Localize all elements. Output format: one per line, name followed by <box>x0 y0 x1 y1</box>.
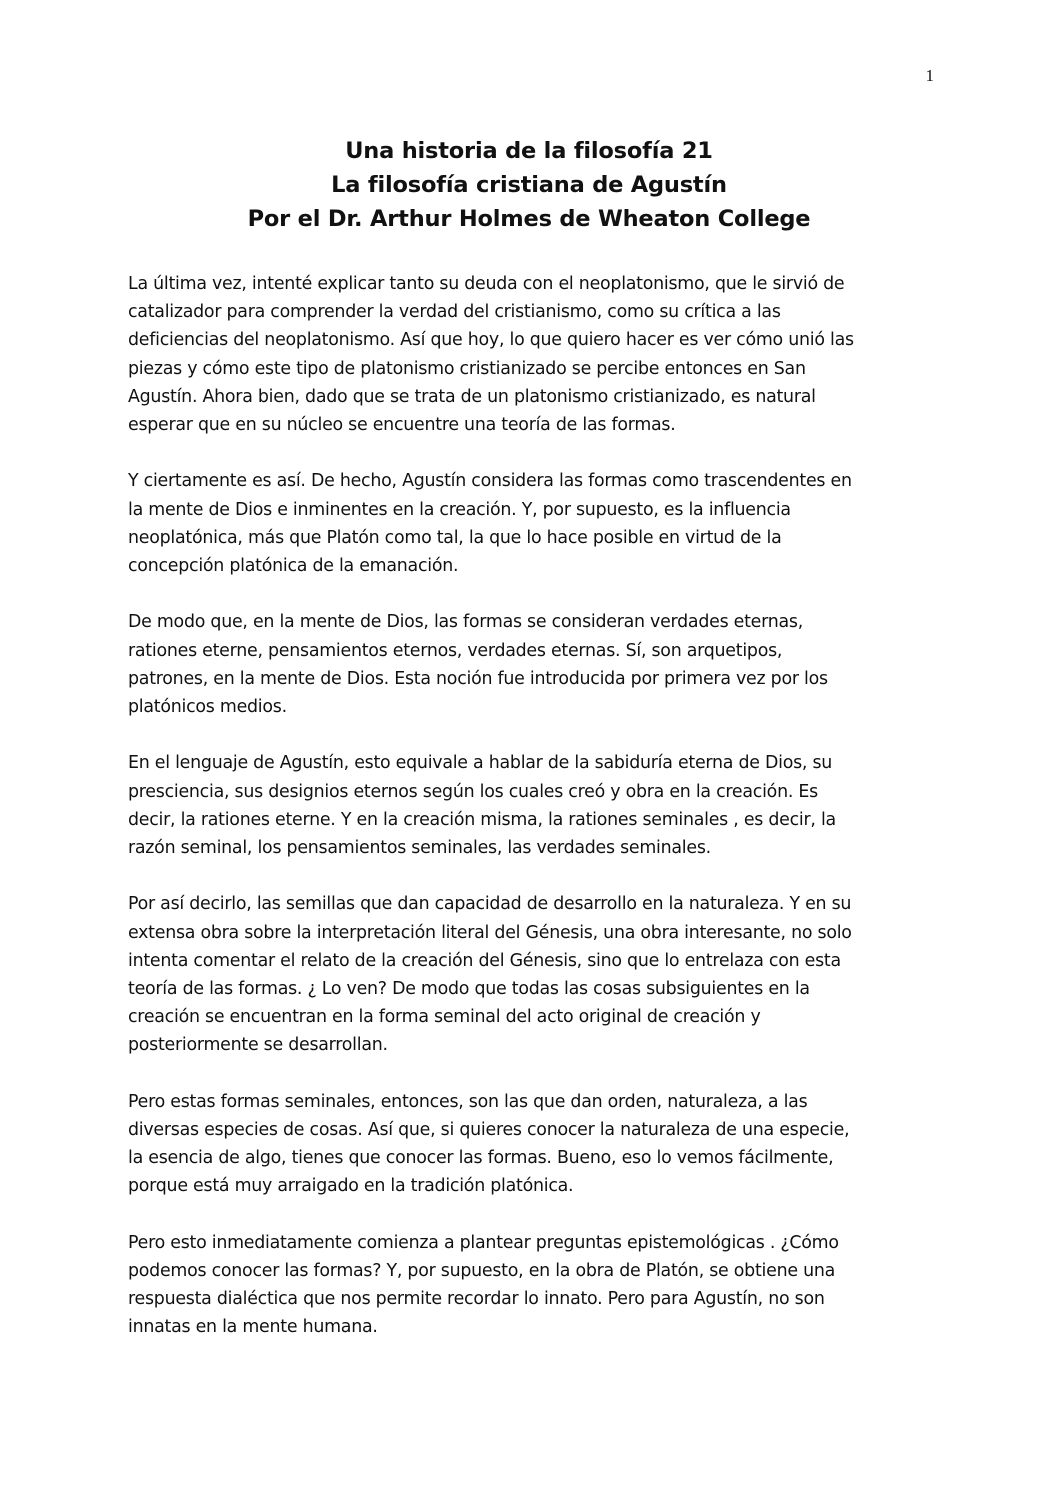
text-line: razón seminal, los pensamientos seminales, las verdades seminales. <box>128 838 711 859</box>
text-line: catalizador para comprender la verdad del cristianismo, como su crítica a las <box>128 302 781 323</box>
text-line: En el lenguaje de Agustín, esto equivale a hablar de la sabiduría eterna de Dios, su <box>128 753 833 774</box>
text-line: extensa obra sobre la interpretación literal del Génesis, una obra interesante, no solo <box>128 922 852 943</box>
text-line: La última vez, intenté explicar tanto su deuda con el neoplatonismo, que le sirvió de <box>128 274 845 294</box>
text-line: porque está muy arraigado en la tradición platónica. <box>128 1176 574 1197</box>
text-line: podemos conocer las formas? Y, por supuesto, en la obra de Platón, se obtiene una <box>128 1261 836 1282</box>
text-line: rationes eterne, pensamientos eternos, verdades eternas. Sí, son arquetipos, <box>128 640 783 661</box>
text-line: Por así decirlo, las semillas que dan capacidad de desarrollo en la naturaleza. Y en su <box>128 894 852 915</box>
text-line: respuesta dialéctica que nos permite recordar lo innato. Pero para Agustín, no son <box>128 1289 825 1310</box>
text-line: decir, la rationes eterne. Y en la creación misma, la rationes seminales , es decir, la <box>128 809 836 830</box>
text-line: De modo que, en la mente de Dios, las formas se consideran verdades eternas, <box>128 612 803 633</box>
text-line: piezas y cómo este tipo de platonismo cristianizado se percibe entonces en San <box>128 358 806 379</box>
text-line: concepción platónica de la emanación. <box>128 556 459 577</box>
paragraph-6 <box>128 1088 938 1201</box>
title-line-2: La filosofía cristiana de Agustín <box>331 172 727 198</box>
paragraph-7 <box>128 1229 938 1342</box>
text-line: presciencia, sus designios eternos según los cuales creó y obra en la creación. Es <box>128 781 818 802</box>
paragraph-2 <box>128 467 938 580</box>
text-line: la mente de Dios e inminentes en la creación. Y, por supuesto, es la influencia <box>128 499 791 520</box>
text-line: creación se encuentran en la forma seminal del acto original de creación y <box>128 1007 761 1028</box>
paragraph-5 <box>128 890 938 1059</box>
paragraph-1 <box>128 270 938 439</box>
text-line: Pero esto inmediatamente comienza a plantear preguntas epistemológicas . ¿Cómo <box>128 1232 839 1253</box>
text-line: patrones, en la mente de Dios. Esta noción fue introducida por primera vez por los <box>128 668 828 689</box>
text-line: esperar que en su núcleo se encuentre una teoría de las formas. <box>128 415 676 436</box>
text-line: innatas en la mente humana. <box>128 1317 378 1338</box>
text-line: intenta comentar el relato de la creación del Génesis, sino que lo entrelaza con esta <box>128 950 841 971</box>
text-line: Y ciertamente es así. De hecho, Agustín considera las formas como trascendentes en <box>128 471 852 492</box>
document-body <box>128 270 938 1370</box>
page-number: 1 <box>925 66 934 85</box>
text-line: teoría de las formas. ¿ Lo ven? De modo que todas las cosas subsiguientes en la <box>128 979 810 1000</box>
paragraph-3 <box>128 608 938 721</box>
title-line-1: Una historia de la filosofía 21 <box>345 138 713 164</box>
document-title <box>0 134 1058 236</box>
paragraph-4 <box>128 749 938 862</box>
text-line: posteriormente se desarrollan. <box>128 1035 388 1056</box>
text-line: neoplatónica, más que Platón como tal, la que lo hace posible en virtud de la <box>128 527 782 548</box>
text-line: deficiencias del neoplatonismo. Así que hoy, lo que quiero hacer es ver cómo unió las <box>128 330 854 351</box>
text-line: Agustín. Ahora bien, dado que se trata de un platonismo cristianizado, es natural <box>128 386 816 407</box>
text-line: la esencia de algo, tienes que conocer las formas. Bueno, eso lo vemos fácilmente, <box>128 1148 834 1169</box>
text-line: diversas especies de cosas. Así que, si quieres conocer la naturaleza de una especie, <box>128 1120 850 1141</box>
title-line-3: Por el Dr. Arthur Holmes de Wheaton College <box>247 206 811 232</box>
text-line: Pero estas formas seminales, entonces, son las que dan orden, naturaleza, a las <box>128 1091 808 1112</box>
text-line: platónicos medios. <box>128 697 287 718</box>
